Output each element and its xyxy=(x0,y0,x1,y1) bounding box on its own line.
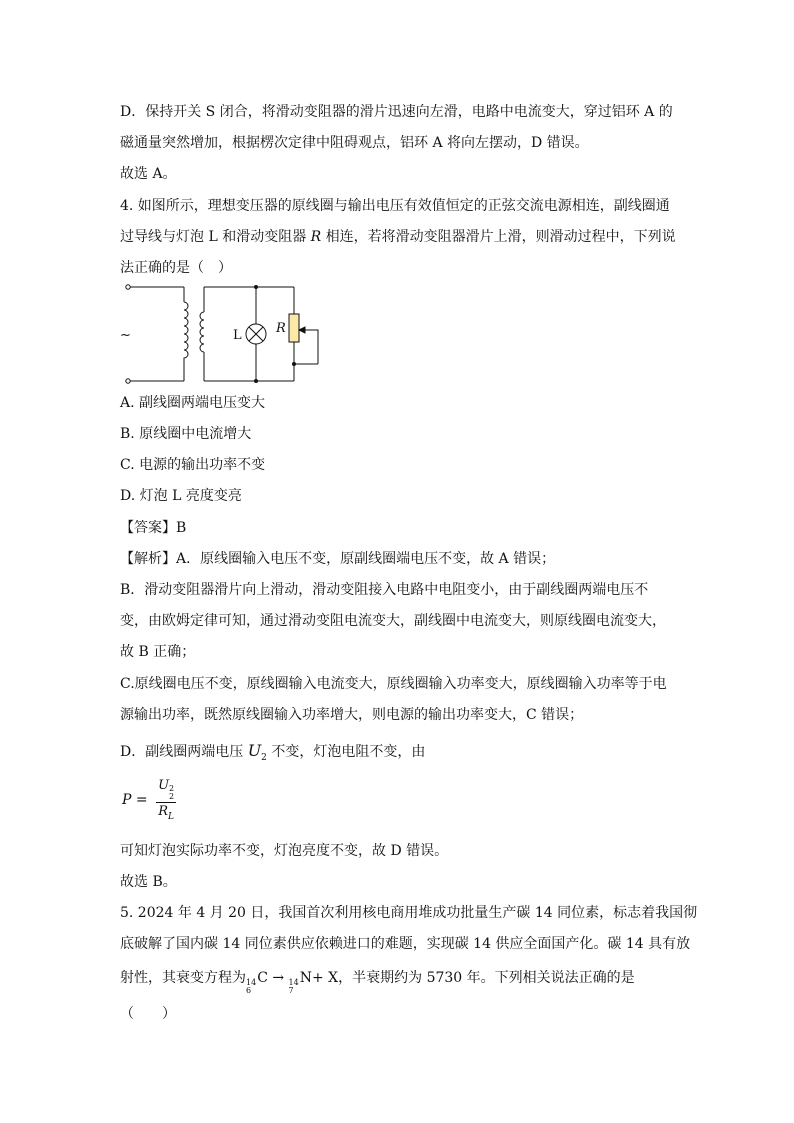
q4-answer: 【答案】B xyxy=(120,520,187,536)
q5-stem-line-3: 射性，其衰变方程为 14 6 C → 14 7 N+ X，半衰期约为 5730 年。下列相关说法正确的是 xyxy=(120,970,635,995)
terminal-top xyxy=(126,285,130,289)
rheostat-icon xyxy=(289,314,299,342)
resistor-label: R xyxy=(276,321,286,336)
power-formula: P = U 2 2 $R_L$ xyxy=(122,778,175,822)
q5-stem-line-1: 5. 2024 年 4 月 20 日，我国首次利用核电商用堆成功批量生产碳 14 同位素，标志着我国彻 xyxy=(120,905,698,921)
resistor-variable: R xyxy=(310,229,322,245)
q3-option-d-line-1: D．保持开关 S 闭合，将滑动变阻器的滑片迅速向左滑，电路中电流变大，穿过铝环 A 的 xyxy=(120,104,673,120)
q4-analysis-line-8: 可知灯泡实际功率不变，灯泡亮度不变，故 D 错误。 xyxy=(120,843,449,859)
lamp-label: L xyxy=(233,328,242,343)
q4-stem-line-1: 4. 如图所示，理想变压器的原线圈与输出电压有效值恒定的正弦交流电源相连，副线圈通 xyxy=(120,198,670,214)
q4-option-c: C. 电源的输出功率不变 xyxy=(120,457,266,473)
q4-analysis-line-1: 【解析】A．原线圈输入电压不变，原副线圈端电压不变，故 A 错误； xyxy=(120,551,556,567)
q4-analysis-line-7: D．副线圈两端电压 $U_2$ 不变，灯泡电阻不变，由 xyxy=(120,741,426,763)
q4-analysis-line-6: 源输出功率，既然原线圈输入功率增大，则电源的输出功率变大，C 错误； xyxy=(120,707,584,723)
ac-source-symbol: ~ xyxy=(120,328,131,343)
q3-conclusion: 故选 A。 xyxy=(120,166,177,182)
primary-coil xyxy=(184,302,188,364)
terminal-bottom xyxy=(126,379,130,383)
q5-stem-line-2: 底破解了国内碳 14 同位素供应依赖进口的难题，实现碳 14 供应全面国产化。碳 14 具有放 xyxy=(120,936,691,952)
q4-analysis-line-2: B．滑动变阻器滑片向上滑动，滑动变阻接入电路中电阻变小，由于副线圈两端电压不 xyxy=(120,582,649,598)
q4-analysis-line-4: 故 B 正确； xyxy=(120,644,196,660)
q4-option-a: A. 副线圈两端电压变大 xyxy=(120,395,266,411)
q4-stem-line-2: 过导线与灯泡 L 和滑动变阻器 R 相连，若将滑动变阻器滑片上滑，则滑动过程中，下列说 xyxy=(120,229,676,245)
q4-option-d: D. 灯泡 L 亮度变亮 xyxy=(120,488,242,504)
secondary-coil xyxy=(200,312,204,352)
q5-stem-line-4: （ ） xyxy=(120,1006,176,1022)
q3-option-d-line-2: 磁通量突然增加，根据楞次定律中阻碍观点，铝环 A 将向左摆动，D 错误。 xyxy=(120,135,589,151)
q4-conclusion: 故选 B。 xyxy=(120,874,177,890)
q4-stem-line-3: 法正确的是（ ） xyxy=(120,260,232,276)
q4-option-b: B. 原线圈中电流增大 xyxy=(120,426,252,442)
transformer-circuit-diagram xyxy=(118,282,328,388)
q4-analysis-line-3: 变，由欧姆定律可知，通过滑动变阻电流变大，副线圈中电流变大，则原线圈电流变大， xyxy=(120,613,666,629)
q4-analysis-line-5: C.原线圈电压不变，原线圈输入电流变大，原线圈输入功率变大，原线圈输入功率等于电 xyxy=(120,676,667,692)
